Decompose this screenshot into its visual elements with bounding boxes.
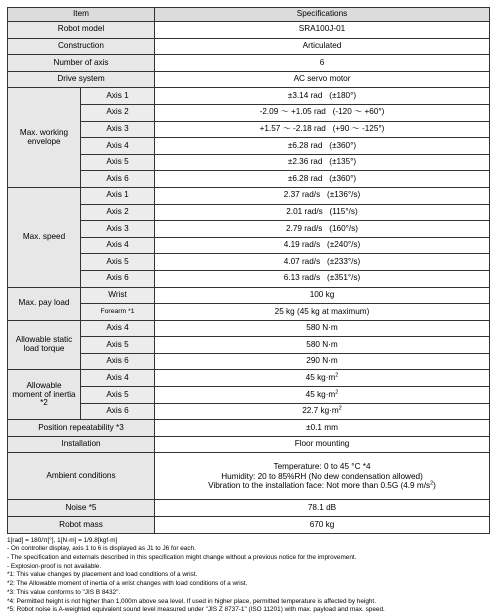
drive-system-label: Drive system xyxy=(8,71,155,88)
axis-label: Axis 3 xyxy=(81,121,155,138)
axis-label: Axis 6 xyxy=(81,353,155,370)
table-row xyxy=(8,270,490,287)
table-row xyxy=(8,337,490,354)
header-item: Item xyxy=(8,8,155,22)
speed-value: 2.01 rad/s (115°/s) xyxy=(155,204,490,221)
table-row xyxy=(8,287,490,304)
axis-label: Axis 4 xyxy=(81,320,155,337)
ambient-humidity: Humidity: 20 to 85%RH (No dew condensation allowed) xyxy=(221,471,423,481)
footnote: *3: This value conforms to "JIS B 8432". xyxy=(7,588,121,596)
envelope-value: ±2.36 rad (±135°) xyxy=(155,154,490,171)
envelope-value: -2.09 ～ +1.05 rad (-120 ～ +60°) xyxy=(155,104,490,121)
row-ambient xyxy=(8,453,490,500)
torque-value: 290 N·m xyxy=(155,353,490,370)
number-of-axis-label: Number of axis xyxy=(8,55,155,72)
spec-table xyxy=(7,7,490,534)
robot-mass-label: Robot mass xyxy=(8,517,155,534)
payload-label: Max. pay load xyxy=(8,287,81,320)
axis-label: Axis 6 xyxy=(81,403,155,420)
footnote: - The specification and externals described in this specification might change without a previous notice for the improvement. xyxy=(7,554,357,562)
row-robot-mass xyxy=(8,517,490,534)
row-construction xyxy=(8,38,490,55)
number-of-axis-value: 6 xyxy=(155,55,490,72)
row-robot-model xyxy=(8,22,490,39)
envelope-value: ±6.28 rad (±360°) xyxy=(155,171,490,188)
axis-label: Axis 1 xyxy=(81,88,155,105)
inertia-value: 45 $kg\cdot m^2$ xyxy=(155,387,490,404)
envelope-value: +1.57 ～ -2.18 rad (+90 ～ -125°) xyxy=(155,121,490,138)
row-repeatability xyxy=(8,420,490,437)
header-specifications: Specifications xyxy=(155,8,490,22)
noise-label: Noise *5 xyxy=(8,500,155,517)
header-row xyxy=(8,8,490,22)
footnote: *4: Permitted height is not higher than 1,000m above sea level. If used in higher place, permitted temperature is affected by height. xyxy=(7,597,376,605)
row-noise xyxy=(8,500,490,517)
axis-label: Axis 4 xyxy=(81,370,155,387)
noise-value: 78.1 dB xyxy=(155,500,490,517)
table-row xyxy=(8,387,490,404)
table-row xyxy=(8,187,490,204)
table-row xyxy=(8,104,490,121)
table-row xyxy=(8,370,490,387)
table-row xyxy=(8,237,490,254)
spec-sheet xyxy=(7,7,489,615)
axis-label: Axis 4 xyxy=(81,237,155,254)
robot-model-value: SRA100J-01 xyxy=(155,22,490,39)
repeatability-value: ±0.1 mm xyxy=(155,420,490,437)
row-installation xyxy=(8,436,490,453)
inertia-value: 22.7 $kg\cdot m^2$ xyxy=(155,403,490,420)
axis-label: Axis 4 xyxy=(81,138,155,155)
axis-label: Axis 3 xyxy=(81,221,155,238)
torque-label: Allowable static load torque xyxy=(8,320,81,370)
axis-label: Axis 2 xyxy=(81,104,155,121)
table-row xyxy=(8,221,490,238)
footnote: - On controller display, axis 1 to 6 is displayed as J1 to J6 for each. xyxy=(7,545,196,553)
inertia-value: 45 $kg\cdot m^2$ xyxy=(155,370,490,387)
robot-mass-value: 670 kg xyxy=(155,517,490,534)
repeatability-label: Position repeatability *3 xyxy=(8,420,155,437)
forearm-value: 25 kg (45 kg at maximum) xyxy=(155,304,490,321)
table-row xyxy=(8,353,490,370)
axis-label: Axis 6 xyxy=(81,171,155,188)
footnote: 1[rad] = 180/π[°], 1[N·m] = 1/9.8[kgf·m] xyxy=(7,536,118,544)
max-speed-label: Max. speed xyxy=(8,187,81,287)
forearm-label: Forearm *1 xyxy=(81,304,155,321)
footnote: *2: The Allowable moment of inertia of a wrist changes with load conditions of a wrist. xyxy=(7,580,248,588)
speed-value: 2.79 rad/s (160°/s) xyxy=(155,221,490,238)
wrist-value: 100 kg xyxy=(155,287,490,304)
speed-value: 4.07 rad/s (±233°/s) xyxy=(155,254,490,271)
speed-value: 2.37 rad/s (±136°/s) xyxy=(155,187,490,204)
axis-label: Axis 5 xyxy=(81,337,155,354)
table-row xyxy=(8,121,490,138)
ambient-value xyxy=(155,453,490,500)
drive-system-value: AC servo motor xyxy=(155,71,490,88)
table-row xyxy=(8,204,490,221)
footnote: *1: This value changes by placement and load conditions of a wrist. xyxy=(7,571,198,579)
envelope-value: ±3.14 rad (±180°) xyxy=(155,88,490,105)
torque-value: 580 N·m xyxy=(155,337,490,354)
axis-label: Axis 6 xyxy=(81,270,155,287)
ambient-temperature: Temperature: 0 to 45 °C *4 xyxy=(273,461,371,471)
table-row xyxy=(8,154,490,171)
table-row xyxy=(8,138,490,155)
construction-value: Articulated xyxy=(155,38,490,55)
table-row xyxy=(8,403,490,420)
robot-model-label: Robot model xyxy=(8,22,155,39)
footnote: - Explosion-proof is not available. xyxy=(7,562,102,570)
installation-value: Floor mounting xyxy=(155,436,490,453)
torque-value: 580 N·m xyxy=(155,320,490,337)
axis-label: Axis 5 xyxy=(81,154,155,171)
installation-label: Installation xyxy=(8,436,155,453)
wrist-label: Wrist xyxy=(81,287,155,304)
footnote: *5: Robot noise is A-weighted equivalent sound level measured under "JIS Z 8737-1" (ISO 11201) with max. payload and max. speed. xyxy=(7,606,385,614)
construction-label: Construction xyxy=(8,38,155,55)
table-row xyxy=(8,171,490,188)
axis-label: Axis 5 xyxy=(81,254,155,271)
ambient-vibration: Vibration to the installation face: Not more than 0.5G (4.9 $m/s^2$) xyxy=(208,480,436,491)
envelope-value: ±6.28 rad (±360°) xyxy=(155,138,490,155)
table-row xyxy=(8,88,490,105)
table-row xyxy=(8,304,490,321)
speed-value: 4.19 rad/s (±240°/s) xyxy=(155,237,490,254)
axis-label: Axis 2 xyxy=(81,204,155,221)
table-row xyxy=(8,320,490,337)
working-envelope-label: Max. working envelope xyxy=(8,88,81,188)
ambient-label: Ambient conditions xyxy=(8,453,155,500)
inertia-label: Allowable moment of inertia *2 xyxy=(8,370,81,420)
footnotes xyxy=(7,537,489,615)
axis-label: Axis 1 xyxy=(81,187,155,204)
speed-value: 6.13 rad/s (±351°/s) xyxy=(155,270,490,287)
table-row xyxy=(8,254,490,271)
row-drive-system xyxy=(8,71,490,88)
row-number-of-axis xyxy=(8,55,490,72)
axis-label: Axis 5 xyxy=(81,387,155,404)
